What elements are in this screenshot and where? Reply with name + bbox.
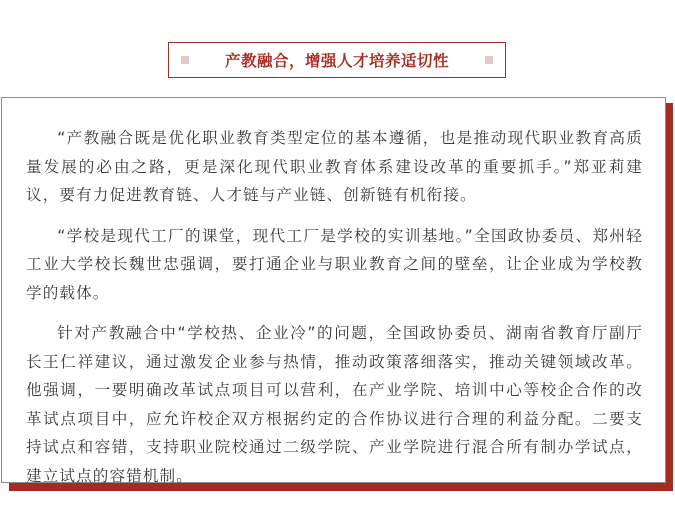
section-title-box	[168, 42, 506, 78]
title-decoration-square-right	[485, 56, 493, 64]
article-content-box	[1, 97, 666, 483]
article-paragraph-2: “学校是现代工厂的课堂，现代工厂是学校的实训基地。”全国政协委员、郑州轻工业大学校长魏世忠强调，要打通企业与职业教育之间的壁垒，让企业成为学校教学的载体。	[26, 226, 643, 302]
section-title: 产教融合，增强人才培养适切性	[224, 52, 449, 70]
title-decoration-square-left	[181, 56, 189, 64]
article-paragraph-3: 针对产教融合中“学校热、企业冷”的问题，全国政协委员、湖南省教育厅副厅长王仁祥建议，通过激发企业参与热情，推动政策落细落实，推动关键领域改革。他强调，一要明确改革试点项目可以营利，在产业学院、培训中心等校企合作的改革试点项目中，应允许校企双方根据约定的合作协议进行合理的利益分配。二要支持试点和容错，支持职业院校通过二级学院、产业学院进行混合所有制办学试点，建立试点的容错机制。	[26, 324, 643, 485]
article-paragraph-1: “产教融合既是优化职业教育类型定位的基本遵循，也是推动现代职业教育高质量发展的必由之路，更是深化现代职业教育体系建设改革的重要抓手。”郑亚莉建议，要有力促进教育链、人才链与产业链、创新链有机衔接。	[26, 129, 643, 204]
